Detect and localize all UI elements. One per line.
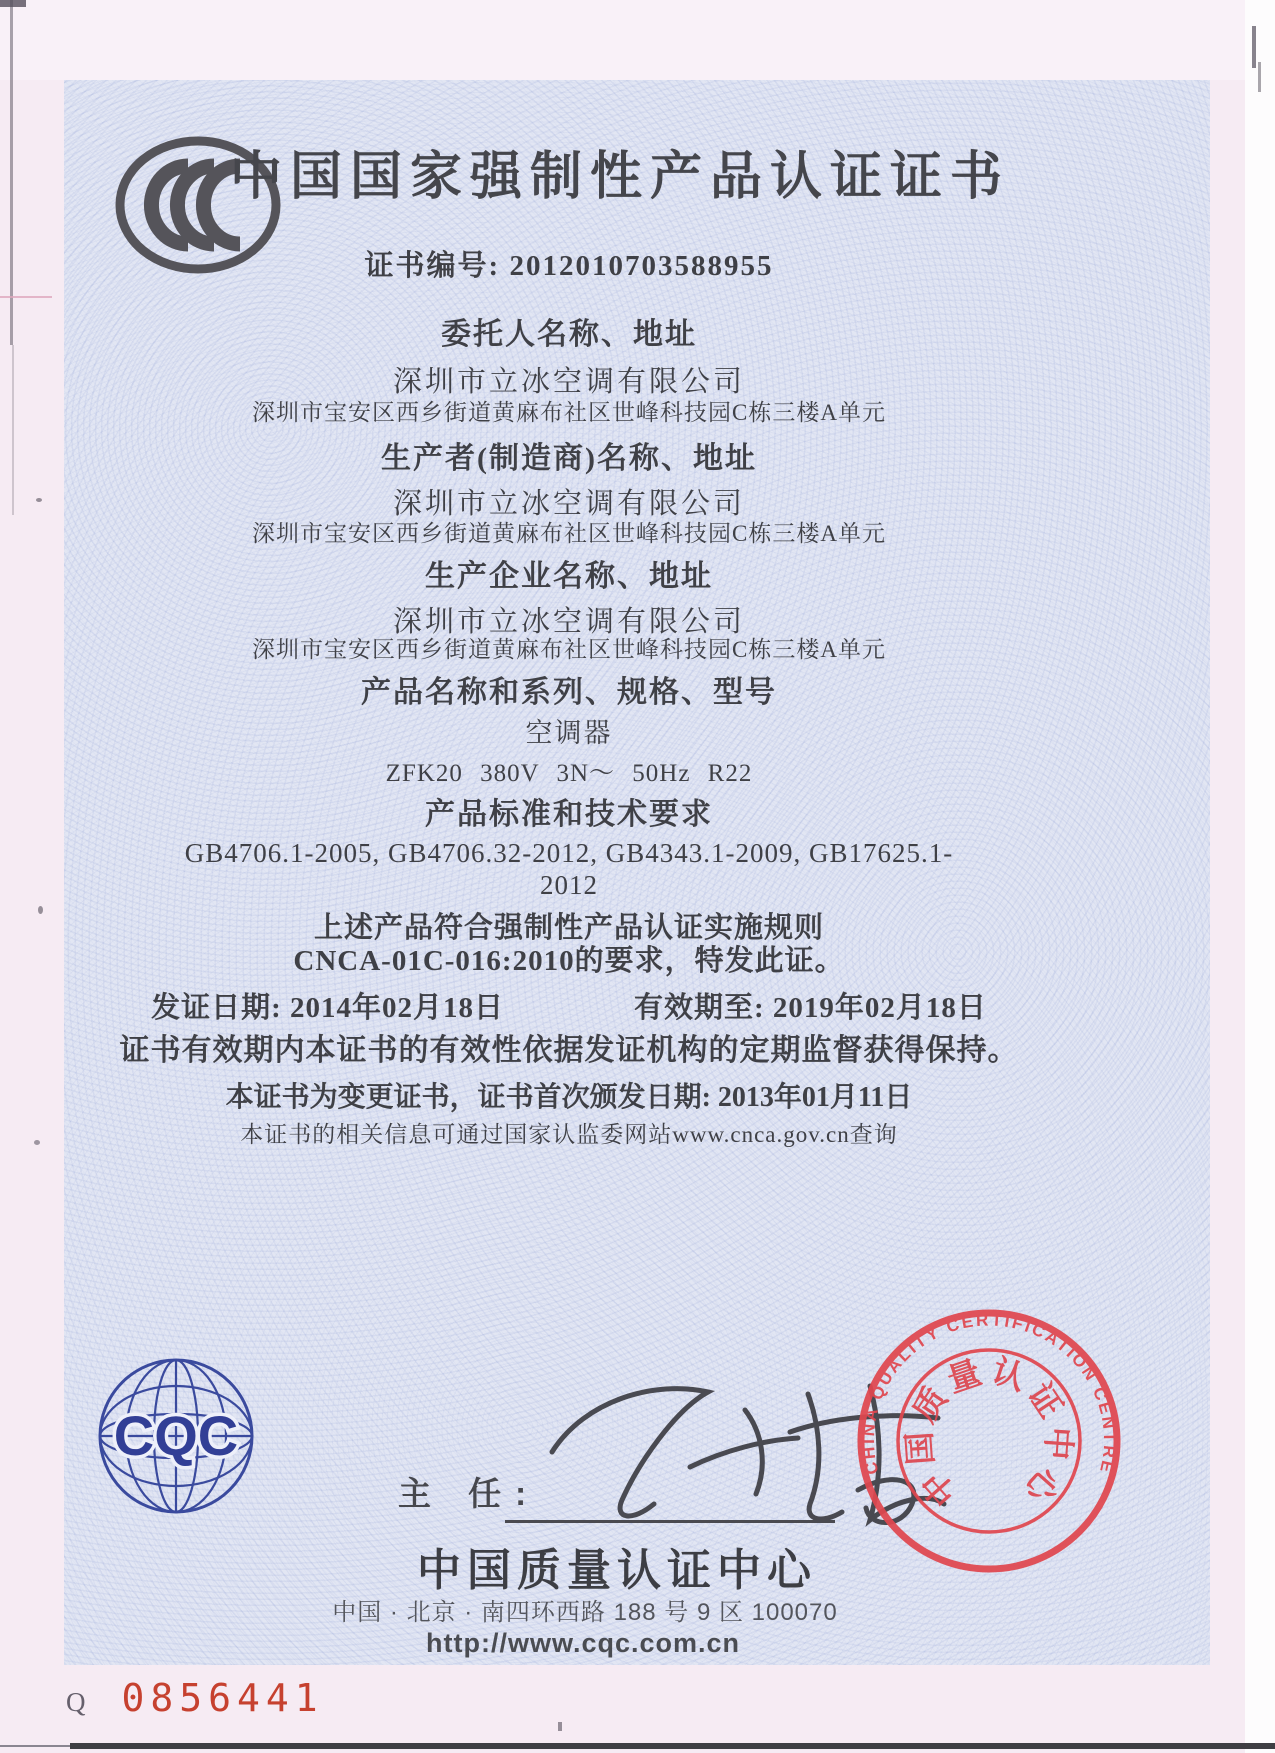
- scan-artifact-left-line: [10, 0, 13, 345]
- scan-artifact-left-line-2: [12, 345, 14, 515]
- serial-number: [66, 1676, 324, 1720]
- scan-right-edge: [1245, 0, 1275, 1753]
- scan-speck-2: [38, 906, 43, 914]
- dates-row: [64, 985, 1074, 1026]
- scan-bottom-line-2: [0, 1745, 70, 1747]
- svg-text:中国质量认证中心: [901, 1353, 1077, 1513]
- cqc-logo-text: CQC: [113, 1404, 239, 1467]
- manufacturer-name: 深圳市立冰空调有限公司: [392, 488, 745, 520]
- product-name: 空调器: [525, 718, 613, 748]
- scan-bottom-line: [70, 1743, 1275, 1749]
- change-note: 本证书为变更证书，证书首次颁发日期: 2013年01月11日: [225, 1082, 913, 1113]
- manufacturer-address: 深圳市宝安区西乡街道黄麻布社区世峰科技园C栋三楼A单元: [252, 521, 886, 546]
- section-heading-factory: 生产企业名称、地址: [425, 560, 713, 593]
- scan-artifact-top-left: [0, 0, 26, 7]
- statement-line-2: CNCA-01C-016:2010的要求，特发此证。: [293, 945, 845, 977]
- section-heading-product: 产品名称和系列、规格、型号: [361, 676, 777, 709]
- applicant-address: 深圳市宝安区西乡街道黄麻布社区世峰科技园C栋三楼A单元: [252, 400, 886, 425]
- cert-no-line: [64, 250, 1074, 283]
- scan-speck-1: [36, 498, 42, 502]
- org-name: 中国质量认证中心: [417, 1546, 817, 1595]
- section-heading-manufacturer: 生产者(制造商)名称、地址: [381, 442, 757, 475]
- cqc-logo: [92, 1352, 260, 1520]
- factory-name: 深圳市立冰空调有限公司: [392, 606, 745, 638]
- scan-artifact-right-2: [1258, 62, 1261, 92]
- signature-line: [505, 1520, 835, 1523]
- expiry-date-label: 有效期至:: [634, 992, 765, 1024]
- product-model: ZFK20 380V 3N～ 50Hz R22: [385, 760, 753, 787]
- expiry-date: [634, 985, 987, 1026]
- standards-line-1: GB4706.1-2005, GB4706.32-2012, GB4343.1-2009, GB17625.1-: [184, 838, 954, 868]
- director-label: 主 任:: [398, 1475, 541, 1512]
- applicant-name: 深圳市立冰空调有限公司: [392, 366, 745, 398]
- section-heading-applicant: 委托人名称、地址: [441, 318, 697, 351]
- certificate-title: 中国国家强制性产品认证证书: [229, 149, 1010, 206]
- scan-speck-3: [34, 1140, 40, 1145]
- validity-note: 证书有效期内本证书的有效性依据发证机构的定期监督获得保持。: [119, 1034, 1019, 1067]
- factory-address: 深圳市宝安区西乡街道黄麻布社区世峰科技园C栋三楼A单元: [252, 637, 886, 662]
- statement-line-1: 上述产品符合强制性产品认证实施规则: [313, 912, 824, 944]
- stamp-text-cn: 中国质量认证中心: [901, 1353, 1077, 1513]
- scan-top-margin: [0, 0, 1275, 80]
- stamp-text-en: CHINA QUALITY CERTIFICATION CENTRE: [858, 1310, 1120, 1477]
- issue-date: [151, 985, 504, 1026]
- serial-prefix: Q: [66, 1687, 86, 1717]
- cert-no-label: 证书编号:: [364, 250, 501, 282]
- serial-digits: 0856441: [121, 1676, 324, 1720]
- scan-artifact-right-1: [1252, 26, 1256, 68]
- info-note: 本证书的相关信息可通过国家认监委网站www.cnca.gov.cn查询: [240, 1122, 898, 1147]
- org-website: http://www.cqc.com.cn: [425, 1628, 741, 1658]
- cqc-stamp: [853, 1305, 1125, 1577]
- org-address: 中国 · 北京 · 南四环西路 188 号 9 区 100070: [332, 1599, 838, 1626]
- section-heading-standards: 产品标准和技术要求: [425, 798, 713, 831]
- issue-date-value: 2014年02月18日: [289, 992, 504, 1024]
- expiry-date-value: 2019年02月18日: [772, 992, 987, 1024]
- issue-date-label: 发证日期:: [151, 992, 282, 1024]
- standards-line-2: 2012: [540, 870, 598, 900]
- cert-no-value: 2012010703588955: [509, 250, 774, 282]
- scan-crease: [0, 296, 52, 298]
- scan-speck-4: [558, 1722, 562, 1731]
